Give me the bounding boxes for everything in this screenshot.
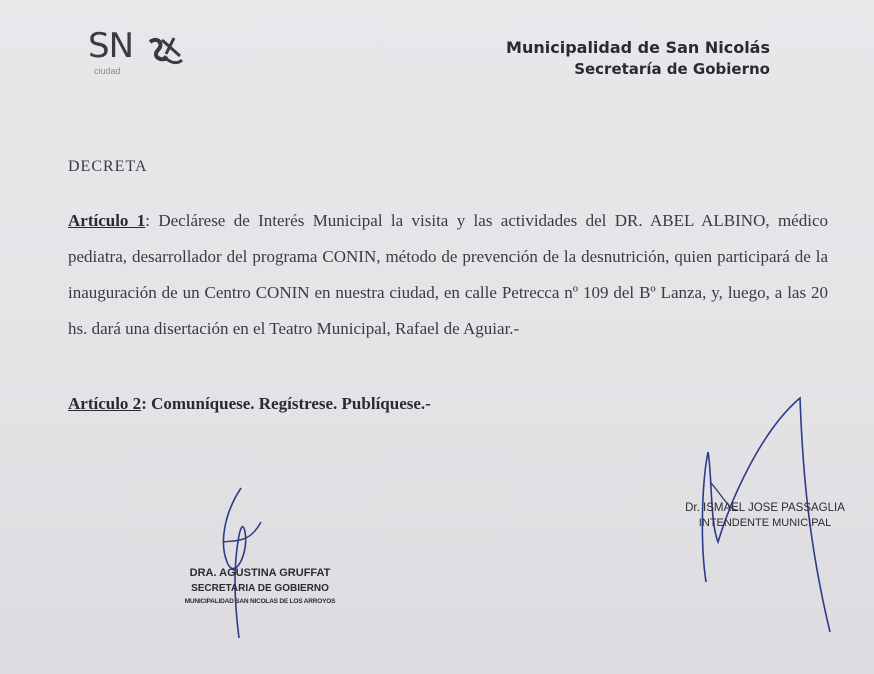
left-signature-block (168, 565, 352, 608)
article-1-label: Artículo 1 (68, 211, 146, 230)
decree-heading: DECRETA (68, 158, 148, 175)
article-1-text: : Declárese de Interés Municipal la visita y las actividades del DR. ABEL ALBINO, médico pediatra, desarrollador del programa CONIN, método de prevención de la desnutrición, quien participará de la inauguración de un Centro CONIN en nuestra ciudad, en calle Petrecca nº 109 del Bº Lanza, y, luego, a las 20 hs. dará una disertación en el Teatro Municipal, Rafael de Aguiar.- (68, 211, 828, 338)
logo-mark-icon (146, 34, 184, 68)
letterhead (506, 37, 770, 79)
right-signer-name: Dr. ISMAEL JOSE PASSAGLIA (685, 502, 845, 514)
article-2 (68, 394, 431, 414)
logo-letters: SN (88, 26, 134, 66)
department-name: Secretaría de Gobierno (574, 60, 770, 78)
article-1 (68, 203, 828, 347)
left-signature-scribble (205, 482, 275, 642)
article-2-label: Artículo 2 (68, 394, 142, 413)
left-signer-institution: MUNICIPALIDAD SAN NICOLAS DE LOS ARROYOS (184, 598, 336, 605)
municipal-logo (88, 26, 188, 82)
right-signature-block (672, 500, 858, 531)
left-signer-title: SECRETARIA DE GOBIERNO (191, 583, 329, 594)
organization-name: Municipalidad de San Nicolás (506, 38, 770, 57)
left-signer-name: DRA. AGUSTINA GRUFFAT (189, 567, 331, 579)
article-2-text: : Comuníquese. Regístrese. Publíquese.- (141, 394, 431, 413)
logo-subtext: ciudad (94, 66, 121, 76)
right-signer-title: INTENDENTE MUNICIPAL (698, 517, 832, 529)
